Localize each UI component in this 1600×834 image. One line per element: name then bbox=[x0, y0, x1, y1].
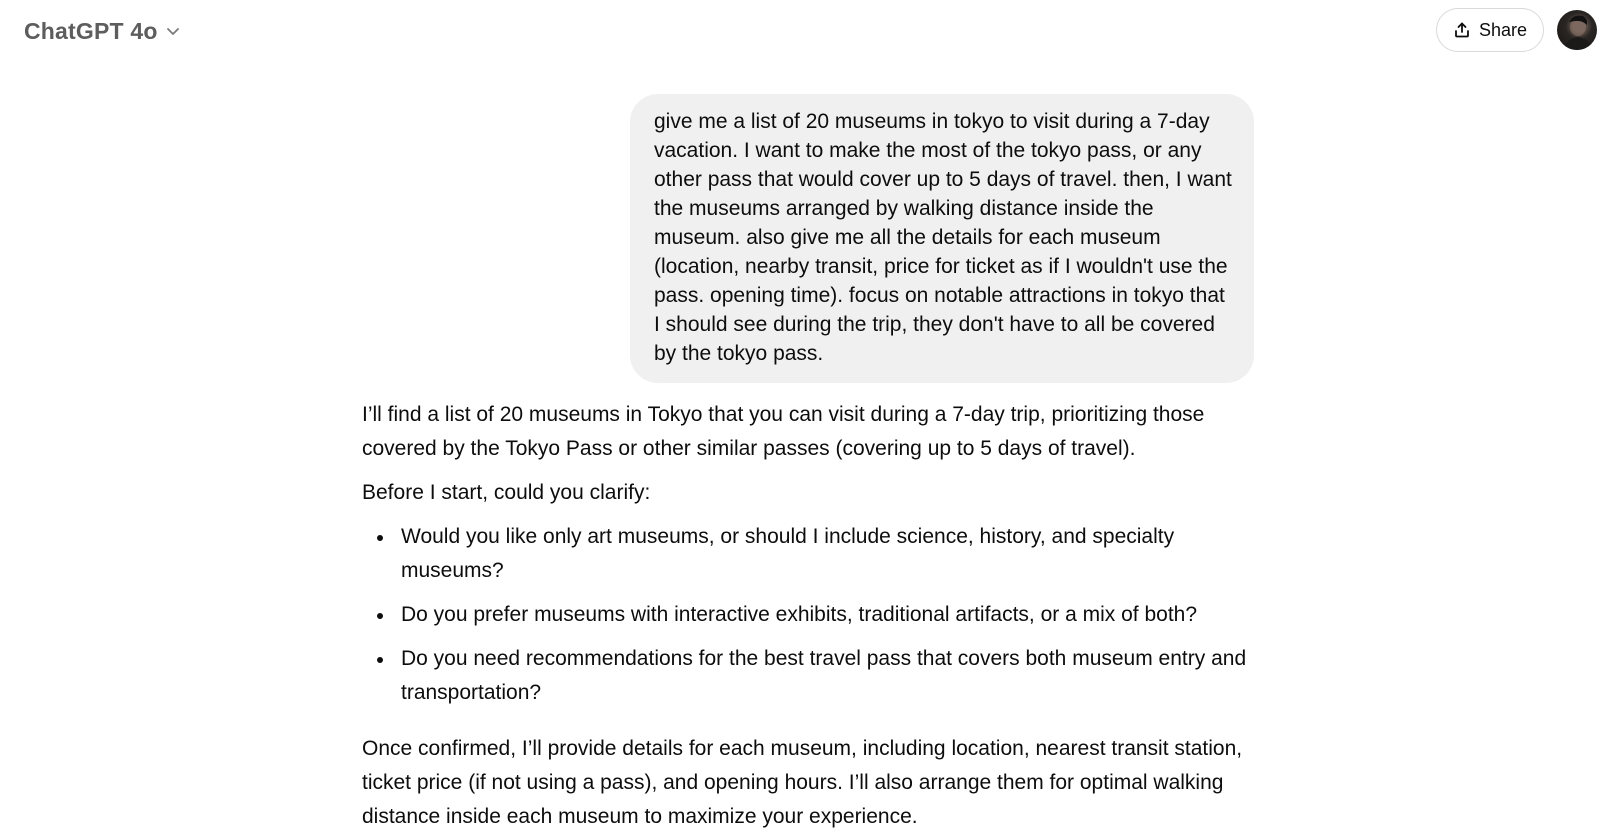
clarifying-questions-list bbox=[362, 520, 1262, 710]
list-item: Do you prefer museums with interactive exhibits, traditional artifacts, or a mix of both? bbox=[401, 598, 1262, 632]
list-item: Do you need recommendations for the best travel pass that covers both museum entry and transportation? bbox=[401, 642, 1262, 710]
model-name: ChatGPT 4o bbox=[24, 17, 158, 44]
assistant-clarify-prompt: Before I start, could you clarify: bbox=[362, 481, 651, 504]
assistant-closing: Once confirmed, I’ll provide details for each museum, including location, nearest transit station, ticket price (if not using a pass), and opening hours. I’ll also arrange them for optimal walking distance inside each museum to maximize your experience. bbox=[362, 737, 1243, 828]
user-avatar[interactable] bbox=[1557, 10, 1597, 50]
share-button[interactable] bbox=[1436, 8, 1544, 52]
top-bar bbox=[0, 0, 1600, 62]
assistant-message bbox=[362, 398, 1262, 834]
list-item: Would you like only art museums, or should I include science, history, and specialty museums? bbox=[401, 520, 1262, 588]
share-icon bbox=[1453, 21, 1471, 39]
share-label: Share bbox=[1478, 19, 1528, 40]
model-switcher[interactable] bbox=[16, 12, 190, 50]
user-message-text: give me a list of 20 museums in tokyo to visit during a 7-day vacation. I want to make the most of the tokyo pass, or any other pass that would cover up to 5 days of travel. then, I want the museums arranged by walking distance inside the museum. also give me all the details for each museum (location, nearby transit, price for ticket as if I wouldn't use the pass. opening time). focus on notable attractions in tokyo that I should see during the trip, they don't have to all be covered by the tokyo pass. bbox=[654, 110, 1232, 365]
user-message-bubble bbox=[630, 94, 1254, 383]
chevron-down-icon bbox=[164, 22, 182, 40]
assistant-intro: I’ll find a list of 20 museums in Tokyo that you can visit during a 7-day trip, prioritizing those covered by the Tokyo Pass or other similar passes (covering up to 5 days of travel). bbox=[362, 403, 1205, 460]
